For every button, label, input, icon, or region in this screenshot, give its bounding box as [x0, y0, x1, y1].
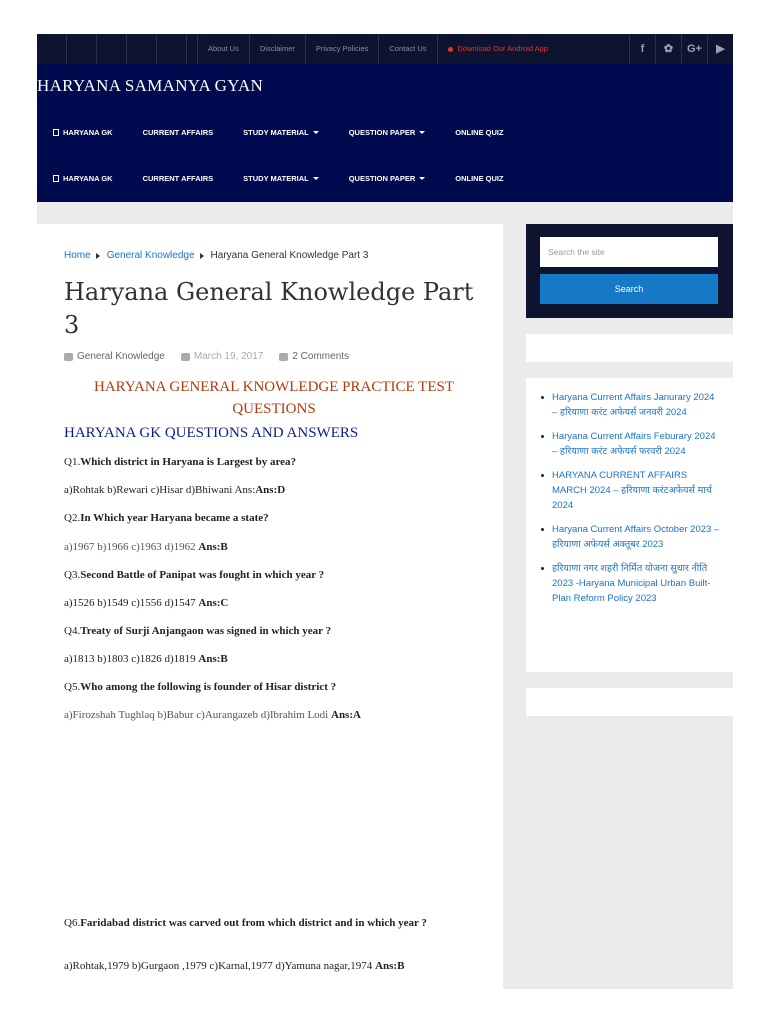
article-subheading: HARYANA GK QUESTIONS AND ANSWERS — [64, 425, 359, 441]
recent-post-link[interactable]: Haryana Current Affairs Feburary 2024 – हरियाणा करंट अफेयर्स फरवरी 2024 — [540, 429, 721, 459]
breadcrumb-current: Haryana General Knowledge Part 3 — [210, 250, 369, 261]
youtube-icon[interactable]: ▶ — [707, 34, 733, 64]
date-label: March 19, 2017 — [193, 351, 264, 362]
answer-options — [64, 597, 228, 609]
twitter-icon[interactable]: ✿ — [655, 34, 681, 64]
question-text: Who among the following is founder of Hisar district ? — [80, 681, 337, 693]
question — [64, 512, 269, 524]
question-number: Q5. — [64, 681, 81, 693]
question — [64, 569, 324, 581]
android-link-label: Download Our Android App — [457, 44, 548, 53]
answer-key: Ans:C — [198, 597, 229, 609]
contact-us-link[interactable]: Contact Us — [378, 34, 436, 64]
nav-item-haryana-gk[interactable] — [37, 128, 127, 137]
question — [64, 456, 296, 468]
nav-label: CURRENT AFFAIRS — [142, 127, 214, 137]
options-text: a)1526 b)1549 c)1556 d)1547 — [64, 597, 199, 609]
recent-posts-widget — [526, 378, 733, 672]
nav-item-question-paper[interactable] — [333, 128, 440, 137]
book-icon — [53, 129, 59, 136]
article-body — [64, 376, 484, 972]
privacy-policies-link[interactable]: Privacy Policies — [305, 34, 379, 64]
nav-label: HARYANA GK — [63, 127, 113, 137]
answer-key: Ans:B — [375, 960, 405, 972]
answer-key: Ans:B — [198, 541, 228, 553]
search-widget — [526, 224, 733, 318]
recent-post-link[interactable]: HARYANA CURRENT AFFAIRS MARCH 2024 – हरियाणा करंटअफेयर्स मार्च 2024 — [540, 468, 721, 513]
facebook-icon[interactable]: f — [629, 34, 655, 64]
book-icon — [53, 175, 59, 182]
article-heading: HARYANA GENERAL KNOWLEDGE PRACTICE TEST QUESTIONS — [94, 379, 454, 417]
answer-options — [64, 484, 285, 496]
comments-icon — [279, 353, 288, 361]
question-text: Which district in Haryana is Largest by area? — [80, 456, 297, 468]
answer-key: Ans:B — [198, 653, 228, 665]
question-number: Q3. — [64, 569, 81, 581]
search-button[interactable]: Search — [540, 274, 718, 304]
nav-label: STUDY MATERIAL — [243, 127, 309, 137]
options-text: a)Rohtak b)Rewari c)Hisar d)Bhiwani Ans: — [64, 484, 256, 496]
nav-label: HARYANA GK — [63, 173, 113, 183]
nav-item-haryana-gk[interactable] — [37, 174, 127, 183]
breadcrumb-category[interactable]: General Knowledge — [106, 250, 195, 261]
question-text: Second Battle of Panipat was fought in which year ? — [80, 569, 325, 581]
top-bar — [37, 34, 733, 64]
chevron-right-icon — [96, 253, 100, 259]
nav-item-online-quiz[interactable] — [439, 174, 517, 183]
nav-label: ONLINE QUIZ — [455, 173, 504, 183]
nav-label: STUDY MATERIAL — [243, 173, 309, 183]
site-title[interactable]: HARYANA SAMANYA GYAN — [37, 76, 264, 95]
chevron-down-icon — [419, 131, 425, 134]
question-text: Faridabad district was carved out from which district and in which year ? — [80, 917, 427, 929]
question — [64, 625, 331, 637]
chevron-right-icon — [200, 253, 204, 259]
options-text: a)Firozshah Tughlaq b)Babur c)Aurangazeb d)Ibrahim Lodi — [64, 709, 331, 721]
nav-item-study-material[interactable] — [227, 174, 333, 183]
post-comments-link[interactable] — [279, 351, 349, 362]
calendar-icon — [181, 353, 190, 361]
question-number: Q1. — [64, 456, 81, 468]
answer-key: Ans:D — [255, 484, 286, 496]
nav-label: ONLINE QUIZ — [455, 127, 504, 137]
post-date — [181, 351, 264, 362]
nav-item-current-affairs[interactable] — [127, 128, 228, 137]
question-number: Q6. — [64, 917, 81, 929]
recent-post-link[interactable]: Haryana Current Affairs Janurary 2024 – हरियाणा करंट अफेयर्स जनवरी 2024 — [540, 390, 721, 420]
tag-icon — [64, 353, 73, 361]
main-nav — [37, 114, 733, 150]
nav-label: QUESTION PAPER — [348, 173, 416, 183]
post-meta — [64, 351, 365, 362]
android-dot-icon — [448, 47, 453, 52]
download-android-app-link[interactable] — [437, 34, 558, 64]
top-bar-decoration — [37, 34, 197, 64]
disclaimer-link[interactable]: Disclaimer — [249, 34, 305, 64]
nav-label: CURRENT AFFAIRS — [142, 173, 214, 183]
site-header — [37, 64, 733, 202]
sidebar-widget-empty — [526, 688, 733, 716]
main-content — [37, 224, 503, 989]
recent-post-link[interactable]: Haryana Current Affairs October 2023 – हरियाणा अफेयर्स अक्तूबर 2023 — [540, 522, 721, 552]
options-text: a)Rohtak,1979 b)Gurgaon ,1979 c)Karnal,1977 d)Yamuna nagar,1974 — [64, 960, 376, 972]
nav-item-question-paper[interactable] — [333, 174, 440, 183]
search-input[interactable]: Search the site — [540, 237, 718, 267]
chevron-down-icon — [313, 131, 319, 134]
question-text: Treaty of Surji Anjangaon was signed in which year ? — [80, 625, 332, 637]
chevron-down-icon — [419, 177, 425, 180]
answer-options — [64, 653, 228, 665]
top-links — [197, 34, 558, 64]
about-us-link[interactable]: About Us — [197, 34, 249, 64]
post-category[interactable] — [64, 351, 165, 362]
question-number: Q4. — [64, 625, 81, 637]
social-links — [629, 34, 733, 64]
recent-post-link[interactable]: हरियाणा नगर शहरी निर्मित योजना सुधार नीति 2023 -Haryana Municipal Urban Built-Plan Reform Policy 2023 — [540, 561, 721, 606]
answer-options — [64, 541, 228, 553]
options-text: a)1967 b)1966 c)1963 d)1962 — [64, 541, 199, 553]
chevron-down-icon — [313, 177, 319, 180]
nav-item-current-affairs[interactable] — [127, 174, 228, 183]
answer-options — [64, 960, 404, 972]
breadcrumb — [64, 250, 368, 261]
nav-label: QUESTION PAPER — [348, 127, 416, 137]
question-text: In Which year Haryana became a state? — [80, 512, 269, 524]
breadcrumb-home[interactable]: Home — [64, 250, 91, 261]
recent-posts-list — [540, 390, 721, 606]
sticky-nav — [37, 160, 733, 196]
category-label: General Knowledge — [77, 351, 165, 362]
page-container — [37, 34, 733, 989]
google-plus-icon[interactable]: G+ — [681, 34, 707, 64]
question-number: Q2. — [64, 512, 81, 524]
answer-key: Ans:A — [331, 709, 361, 721]
answer-options — [64, 709, 361, 721]
nav-item-online-quiz[interactable] — [439, 128, 517, 137]
question — [64, 681, 336, 693]
nav-item-study-material[interactable] — [227, 128, 333, 137]
sidebar-widget-empty — [526, 334, 733, 362]
question — [64, 916, 464, 931]
options-text: a)1813 b)1803 c)1826 d)1819 — [64, 653, 199, 665]
page-title: Haryana General Knowledge Part 3 — [64, 278, 474, 339]
comments-label: 2 Comments — [292, 351, 350, 362]
